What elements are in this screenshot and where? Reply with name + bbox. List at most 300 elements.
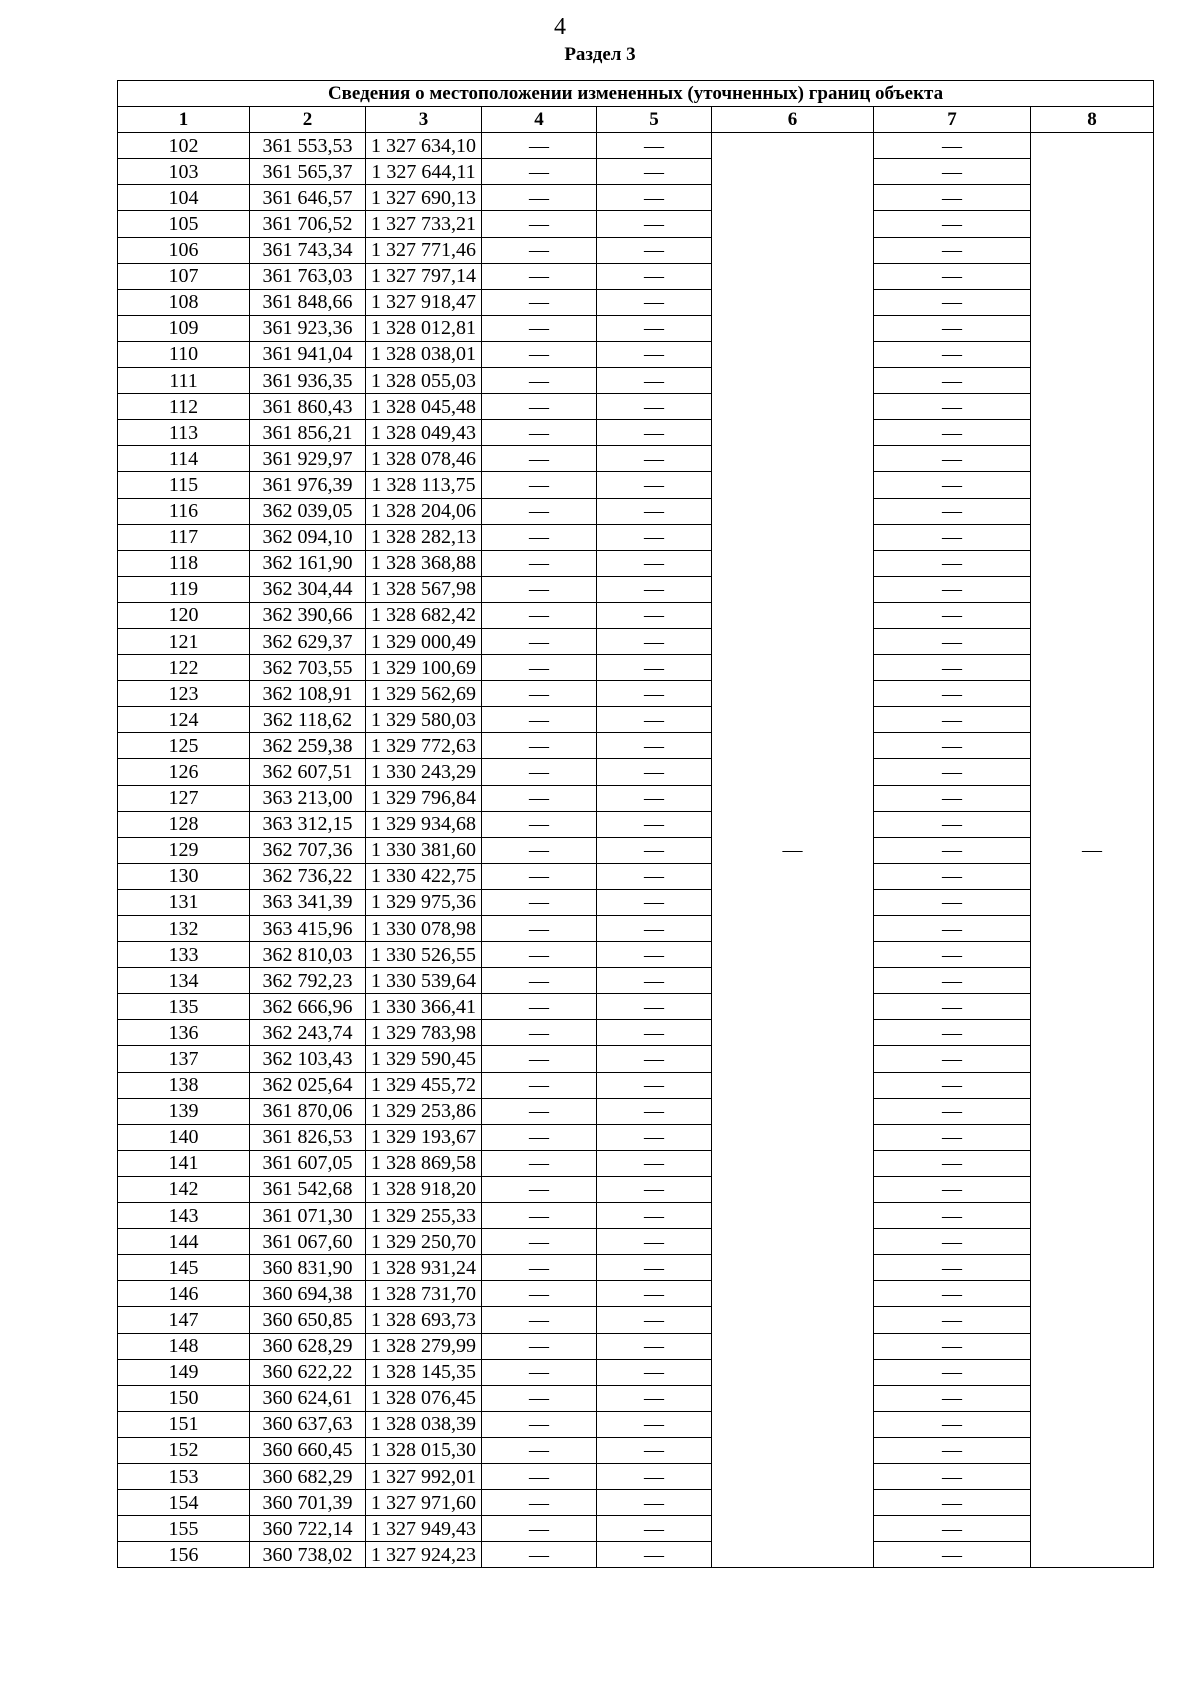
table-row: [118, 211, 1154, 237]
column-4-cell: —: [482, 759, 597, 785]
column-number: 6: [712, 107, 874, 133]
column-7-cell: —: [874, 1307, 1031, 1333]
coordinate-y: 1 329 100,69: [366, 655, 482, 681]
table-row: [118, 681, 1154, 707]
column-7-cell: —: [874, 420, 1031, 446]
coordinate-y: 1 329 772,63: [366, 733, 482, 759]
column-5-cell: —: [597, 368, 712, 394]
column-4-cell: —: [482, 1281, 597, 1307]
column-4-cell: —: [482, 1516, 597, 1542]
coordinate-x: 361 941,04: [250, 341, 366, 367]
coordinate-y: 1 328 078,46: [366, 446, 482, 472]
column-7-cell: —: [874, 707, 1031, 733]
column-7-cell: —: [874, 394, 1031, 420]
coordinate-x: 361 826,53: [250, 1124, 366, 1150]
coordinate-y: 1 327 634,10: [366, 133, 482, 159]
coordinate-y: 1 327 971,60: [366, 1490, 482, 1516]
column-7-cell: —: [874, 1333, 1031, 1359]
point-number: 134: [118, 968, 250, 994]
table-row: [118, 889, 1154, 915]
column-7-cell: —: [874, 1020, 1031, 1046]
column-4-cell: —: [482, 655, 597, 681]
table-row: [118, 550, 1154, 576]
point-number: 110: [118, 341, 250, 367]
point-number: 103: [118, 159, 250, 185]
coordinate-y: 1 328 693,73: [366, 1307, 482, 1333]
point-number: 109: [118, 315, 250, 341]
table-row: [118, 1490, 1154, 1516]
table-row: [118, 1281, 1154, 1307]
point-number: 125: [118, 733, 250, 759]
column-4-cell: —: [482, 420, 597, 446]
point-number: 154: [118, 1490, 250, 1516]
column-5-cell: —: [597, 446, 712, 472]
column-5-cell: —: [597, 889, 712, 915]
column-4-cell: —: [482, 263, 597, 289]
column-4-cell: —: [482, 446, 597, 472]
coordinate-y: 1 327 733,21: [366, 211, 482, 237]
column-5-cell: —: [597, 1333, 712, 1359]
column-4-cell: —: [482, 394, 597, 420]
coordinate-y: 1 330 526,55: [366, 942, 482, 968]
column-5-cell: —: [597, 211, 712, 237]
column-5-cell: —: [597, 785, 712, 811]
column-7-cell: —: [874, 550, 1031, 576]
column-4-cell: —: [482, 576, 597, 602]
table-title-row: [118, 81, 1154, 107]
column-number: 8: [1031, 107, 1154, 133]
column-7-cell: —: [874, 1098, 1031, 1124]
coordinate-x: 361 607,05: [250, 1150, 366, 1176]
column-5-cell: —: [597, 1229, 712, 1255]
table-row: [118, 1229, 1154, 1255]
point-number: 150: [118, 1385, 250, 1411]
coordinate-x: 363 415,96: [250, 916, 366, 942]
table-row: [118, 1437, 1154, 1463]
coordinate-x: 360 738,02: [250, 1542, 366, 1568]
table-row: [118, 1203, 1154, 1229]
column-7-cell: —: [874, 1411, 1031, 1437]
table-row: [118, 837, 1154, 863]
table-row: [118, 655, 1154, 681]
coordinate-x: 361 936,35: [250, 368, 366, 394]
column-5-cell: —: [597, 811, 712, 837]
column-4-cell: —: [482, 524, 597, 550]
coordinate-x: 362 736,22: [250, 863, 366, 889]
point-number: 111: [118, 368, 250, 394]
point-number: 141: [118, 1150, 250, 1176]
table-row: [118, 1516, 1154, 1542]
column-5-cell: —: [597, 289, 712, 315]
table-row: [118, 1411, 1154, 1437]
coordinate-x: 362 161,90: [250, 550, 366, 576]
coordinate-x: 362 390,66: [250, 602, 366, 628]
coordinate-x: 360 722,14: [250, 1516, 366, 1542]
coordinate-x: 362 243,74: [250, 1020, 366, 1046]
coordinate-x: 360 682,29: [250, 1463, 366, 1489]
table-row: [118, 576, 1154, 602]
column-5-cell: —: [597, 1437, 712, 1463]
column-4-cell: —: [482, 889, 597, 915]
column-5-cell: —: [597, 602, 712, 628]
point-number: 118: [118, 550, 250, 576]
column-5-cell: —: [597, 237, 712, 263]
coordinate-y: 1 329 783,98: [366, 1020, 482, 1046]
column-4-cell: —: [482, 785, 597, 811]
coordinate-x: 362 810,03: [250, 942, 366, 968]
coordinate-y: 1 329 255,33: [366, 1203, 482, 1229]
coordinate-y: 1 328 567,98: [366, 576, 482, 602]
column-4-cell: —: [482, 942, 597, 968]
column-4-cell: —: [482, 1490, 597, 1516]
table-row: [118, 185, 1154, 211]
column-5-cell: —: [597, 263, 712, 289]
coordinate-y: 1 329 455,72: [366, 1072, 482, 1098]
coordinate-x: 362 108,91: [250, 681, 366, 707]
table-row: [118, 472, 1154, 498]
coordinate-x: 361 923,36: [250, 315, 366, 341]
column-7-cell: —: [874, 681, 1031, 707]
column-7-cell: —: [874, 1229, 1031, 1255]
coordinates-table: [117, 80, 1154, 1568]
coordinate-y: 1 330 422,75: [366, 863, 482, 889]
coordinate-y: 1 327 992,01: [366, 1463, 482, 1489]
column-5-cell: —: [597, 968, 712, 994]
point-number: 133: [118, 942, 250, 968]
coordinate-y: 1 327 690,13: [366, 185, 482, 211]
column-5-cell: —: [597, 550, 712, 576]
coordinate-y: 1 328 931,24: [366, 1255, 482, 1281]
column-7-cell: —: [874, 994, 1031, 1020]
table-row: [118, 159, 1154, 185]
coordinate-x: 362 607,51: [250, 759, 366, 785]
point-number: 139: [118, 1098, 250, 1124]
column-5-cell: —: [597, 994, 712, 1020]
column-number: 1: [118, 107, 250, 133]
column-7-cell: —: [874, 1437, 1031, 1463]
column-7-cell: —: [874, 837, 1031, 863]
coordinate-y: 1 327 644,11: [366, 159, 482, 185]
column-7-cell: —: [874, 811, 1031, 837]
coordinate-y: 1 328 045,48: [366, 394, 482, 420]
column-4-cell: —: [482, 211, 597, 237]
coordinate-x: 362 118,62: [250, 707, 366, 733]
column-7-cell: —: [874, 368, 1031, 394]
point-number: 132: [118, 916, 250, 942]
column-7-cell: —: [874, 1516, 1031, 1542]
column-5-cell: —: [597, 1124, 712, 1150]
coordinate-y: 1 330 381,60: [366, 837, 482, 863]
coordinate-x: 360 637,63: [250, 1411, 366, 1437]
coordinate-y: 1 330 539,64: [366, 968, 482, 994]
table-row: [118, 994, 1154, 1020]
table-row: [118, 1255, 1154, 1281]
point-number: 135: [118, 994, 250, 1020]
table-row: [118, 289, 1154, 315]
column-4-cell: —: [482, 1098, 597, 1124]
point-number: 148: [118, 1333, 250, 1359]
point-number: 149: [118, 1359, 250, 1385]
table-body: [118, 133, 1154, 1568]
point-number: 120: [118, 602, 250, 628]
column-5-cell: —: [597, 394, 712, 420]
column-6-merged-cell: —: [712, 133, 874, 1568]
column-number: 3: [366, 107, 482, 133]
coordinate-x: 361 848,66: [250, 289, 366, 315]
coordinate-y: 1 327 924,23: [366, 1542, 482, 1568]
column-5-cell: —: [597, 1150, 712, 1176]
coordinate-y: 1 330 366,41: [366, 994, 482, 1020]
table-row: [118, 368, 1154, 394]
table-row: [118, 811, 1154, 837]
coordinate-y: 1 328 918,20: [366, 1176, 482, 1202]
column-5-cell: —: [597, 759, 712, 785]
point-number: 102: [118, 133, 250, 159]
section-title: Раздел 3: [564, 44, 636, 65]
table-row: [118, 1020, 1154, 1046]
coordinate-y: 1 329 934,68: [366, 811, 482, 837]
column-5-cell: —: [597, 1516, 712, 1542]
column-7-cell: —: [874, 289, 1031, 315]
coordinate-x: 361 763,03: [250, 263, 366, 289]
coordinate-x: 361 553,53: [250, 133, 366, 159]
table-row: [118, 942, 1154, 968]
coordinate-y: 1 328 012,81: [366, 315, 482, 341]
coordinate-x: 361 856,21: [250, 420, 366, 446]
column-4-cell: —: [482, 368, 597, 394]
column-4-cell: —: [482, 1255, 597, 1281]
coordinate-x: 360 622,22: [250, 1359, 366, 1385]
point-number: 137: [118, 1046, 250, 1072]
table-title: Сведения о местоположении измененных (уточненных) границ объекта: [118, 81, 1154, 107]
column-7-cell: —: [874, 916, 1031, 942]
column-4-cell: —: [482, 315, 597, 341]
table-row: [118, 394, 1154, 420]
column-7-cell: —: [874, 341, 1031, 367]
coordinate-y: 1 328 038,39: [366, 1411, 482, 1437]
column-5-cell: —: [597, 681, 712, 707]
column-4-cell: —: [482, 1359, 597, 1385]
coordinate-y: 1 330 078,98: [366, 916, 482, 942]
coordinate-y: 1 328 282,13: [366, 524, 482, 550]
column-7-cell: —: [874, 159, 1031, 185]
table-row: [118, 133, 1154, 159]
coordinate-x: 363 213,00: [250, 785, 366, 811]
coordinate-y: 1 327 949,43: [366, 1516, 482, 1542]
table-row: [118, 1385, 1154, 1411]
table-row: [118, 420, 1154, 446]
coordinate-x: 360 624,61: [250, 1385, 366, 1411]
column-7-cell: —: [874, 524, 1031, 550]
point-number: 119: [118, 576, 250, 602]
coordinate-y: 1 328 204,06: [366, 498, 482, 524]
coordinate-y: 1 329 562,69: [366, 681, 482, 707]
column-7-cell: —: [874, 1255, 1031, 1281]
coordinate-y: 1 328 038,01: [366, 341, 482, 367]
column-8-merged-cell: —: [1031, 133, 1154, 1568]
point-number: 151: [118, 1411, 250, 1437]
coordinate-y: 1 328 145,35: [366, 1359, 482, 1385]
coordinate-y: 1 329 590,45: [366, 1046, 482, 1072]
column-4-cell: —: [482, 133, 597, 159]
column-7-cell: —: [874, 133, 1031, 159]
column-5-cell: —: [597, 707, 712, 733]
coordinate-y: 1 328 049,43: [366, 420, 482, 446]
table-row: [118, 263, 1154, 289]
column-5-cell: —: [597, 185, 712, 211]
column-4-cell: —: [482, 472, 597, 498]
column-5-cell: —: [597, 472, 712, 498]
column-4-cell: —: [482, 1411, 597, 1437]
column-4-cell: —: [482, 1437, 597, 1463]
coordinate-y: 1 327 797,14: [366, 263, 482, 289]
coordinate-x: 362 039,05: [250, 498, 366, 524]
column-number: 5: [597, 107, 712, 133]
coordinate-x: 361 929,97: [250, 446, 366, 472]
column-7-cell: —: [874, 498, 1031, 524]
column-4-cell: —: [482, 1046, 597, 1072]
column-4-cell: —: [482, 681, 597, 707]
column-5-cell: —: [597, 1281, 712, 1307]
column-5-cell: —: [597, 1385, 712, 1411]
coordinate-x: 362 304,44: [250, 576, 366, 602]
table-row: [118, 1542, 1154, 1568]
coordinate-x: 360 650,85: [250, 1307, 366, 1333]
column-5-cell: —: [597, 655, 712, 681]
point-number: 107: [118, 263, 250, 289]
column-4-cell: —: [482, 968, 597, 994]
table-row: [118, 602, 1154, 628]
coordinate-y: 1 329 250,70: [366, 1229, 482, 1255]
column-5-cell: —: [597, 628, 712, 654]
column-5-cell: —: [597, 837, 712, 863]
coordinate-x: 362 103,43: [250, 1046, 366, 1072]
column-7-cell: —: [874, 733, 1031, 759]
point-number: 142: [118, 1176, 250, 1202]
column-4-cell: —: [482, 1385, 597, 1411]
coordinate-x: 362 259,38: [250, 733, 366, 759]
table-row: [118, 498, 1154, 524]
coordinate-x: 361 542,68: [250, 1176, 366, 1202]
column-4-cell: —: [482, 498, 597, 524]
column-5-cell: —: [597, 916, 712, 942]
column-5-cell: —: [597, 420, 712, 446]
column-7-cell: —: [874, 1150, 1031, 1176]
column-4-cell: —: [482, 1020, 597, 1046]
column-7-cell: —: [874, 237, 1031, 263]
column-7-cell: —: [874, 628, 1031, 654]
column-5-cell: —: [597, 1307, 712, 1333]
column-5-cell: —: [597, 1098, 712, 1124]
column-5-cell: —: [597, 159, 712, 185]
table-row: [118, 1463, 1154, 1489]
point-number: 114: [118, 446, 250, 472]
coordinate-y: 1 328 731,70: [366, 1281, 482, 1307]
column-7-cell: —: [874, 1203, 1031, 1229]
table-row: [118, 237, 1154, 263]
column-5-cell: —: [597, 1203, 712, 1229]
column-7-cell: —: [874, 942, 1031, 968]
table-row: [118, 916, 1154, 942]
coordinate-x: 363 312,15: [250, 811, 366, 837]
column-7-cell: —: [874, 1124, 1031, 1150]
column-5-cell: —: [597, 315, 712, 341]
table-row: [118, 733, 1154, 759]
point-number: 124: [118, 707, 250, 733]
column-7-cell: —: [874, 1046, 1031, 1072]
point-number: 108: [118, 289, 250, 315]
point-number: 115: [118, 472, 250, 498]
column-4-cell: —: [482, 1333, 597, 1359]
table-row: [118, 785, 1154, 811]
table-row: [118, 863, 1154, 889]
coordinate-x: 361 870,06: [250, 1098, 366, 1124]
column-4-cell: —: [482, 341, 597, 367]
point-number: 138: [118, 1072, 250, 1098]
point-number: 116: [118, 498, 250, 524]
table-row: [118, 524, 1154, 550]
point-number: 123: [118, 681, 250, 707]
column-5-cell: —: [597, 942, 712, 968]
column-5-cell: —: [597, 1542, 712, 1568]
table-row: [118, 759, 1154, 785]
column-4-cell: —: [482, 837, 597, 863]
table-row: [118, 315, 1154, 341]
point-number: 156: [118, 1542, 250, 1568]
column-number: 4: [482, 107, 597, 133]
column-7-cell: —: [874, 211, 1031, 237]
column-4-cell: —: [482, 550, 597, 576]
point-number: 140: [118, 1124, 250, 1150]
coordinate-x: 361 706,52: [250, 211, 366, 237]
point-number: 127: [118, 785, 250, 811]
table-row: [118, 1333, 1154, 1359]
column-4-cell: —: [482, 1176, 597, 1202]
point-number: 155: [118, 1516, 250, 1542]
coordinate-x: 361 071,30: [250, 1203, 366, 1229]
coordinate-x: 361 860,43: [250, 394, 366, 420]
column-7-cell: —: [874, 785, 1031, 811]
coordinate-y: 1 328 076,45: [366, 1385, 482, 1411]
column-4-cell: —: [482, 185, 597, 211]
column-7-cell: —: [874, 315, 1031, 341]
table-row: [118, 1150, 1154, 1176]
point-number: 126: [118, 759, 250, 785]
column-number: 2: [250, 107, 366, 133]
coordinate-x: 361 565,37: [250, 159, 366, 185]
column-5-cell: —: [597, 733, 712, 759]
coordinate-x: 360 701,39: [250, 1490, 366, 1516]
column-4-cell: —: [482, 916, 597, 942]
table-row: [118, 1307, 1154, 1333]
point-number: 104: [118, 185, 250, 211]
point-number: 145: [118, 1255, 250, 1281]
coordinate-x: 362 792,23: [250, 968, 366, 994]
point-number: 144: [118, 1229, 250, 1255]
column-7-cell: —: [874, 655, 1031, 681]
column-5-cell: —: [597, 1176, 712, 1202]
coordinate-y: 1 329 580,03: [366, 707, 482, 733]
coordinate-y: 1 330 243,29: [366, 759, 482, 785]
column-4-cell: —: [482, 994, 597, 1020]
column-7-cell: —: [874, 576, 1031, 602]
column-5-cell: —: [597, 1359, 712, 1385]
coordinate-x: 360 831,90: [250, 1255, 366, 1281]
column-4-cell: —: [482, 159, 597, 185]
column-5-cell: —: [597, 1463, 712, 1489]
point-number: 130: [118, 863, 250, 889]
coordinate-y: 1 328 055,03: [366, 368, 482, 394]
